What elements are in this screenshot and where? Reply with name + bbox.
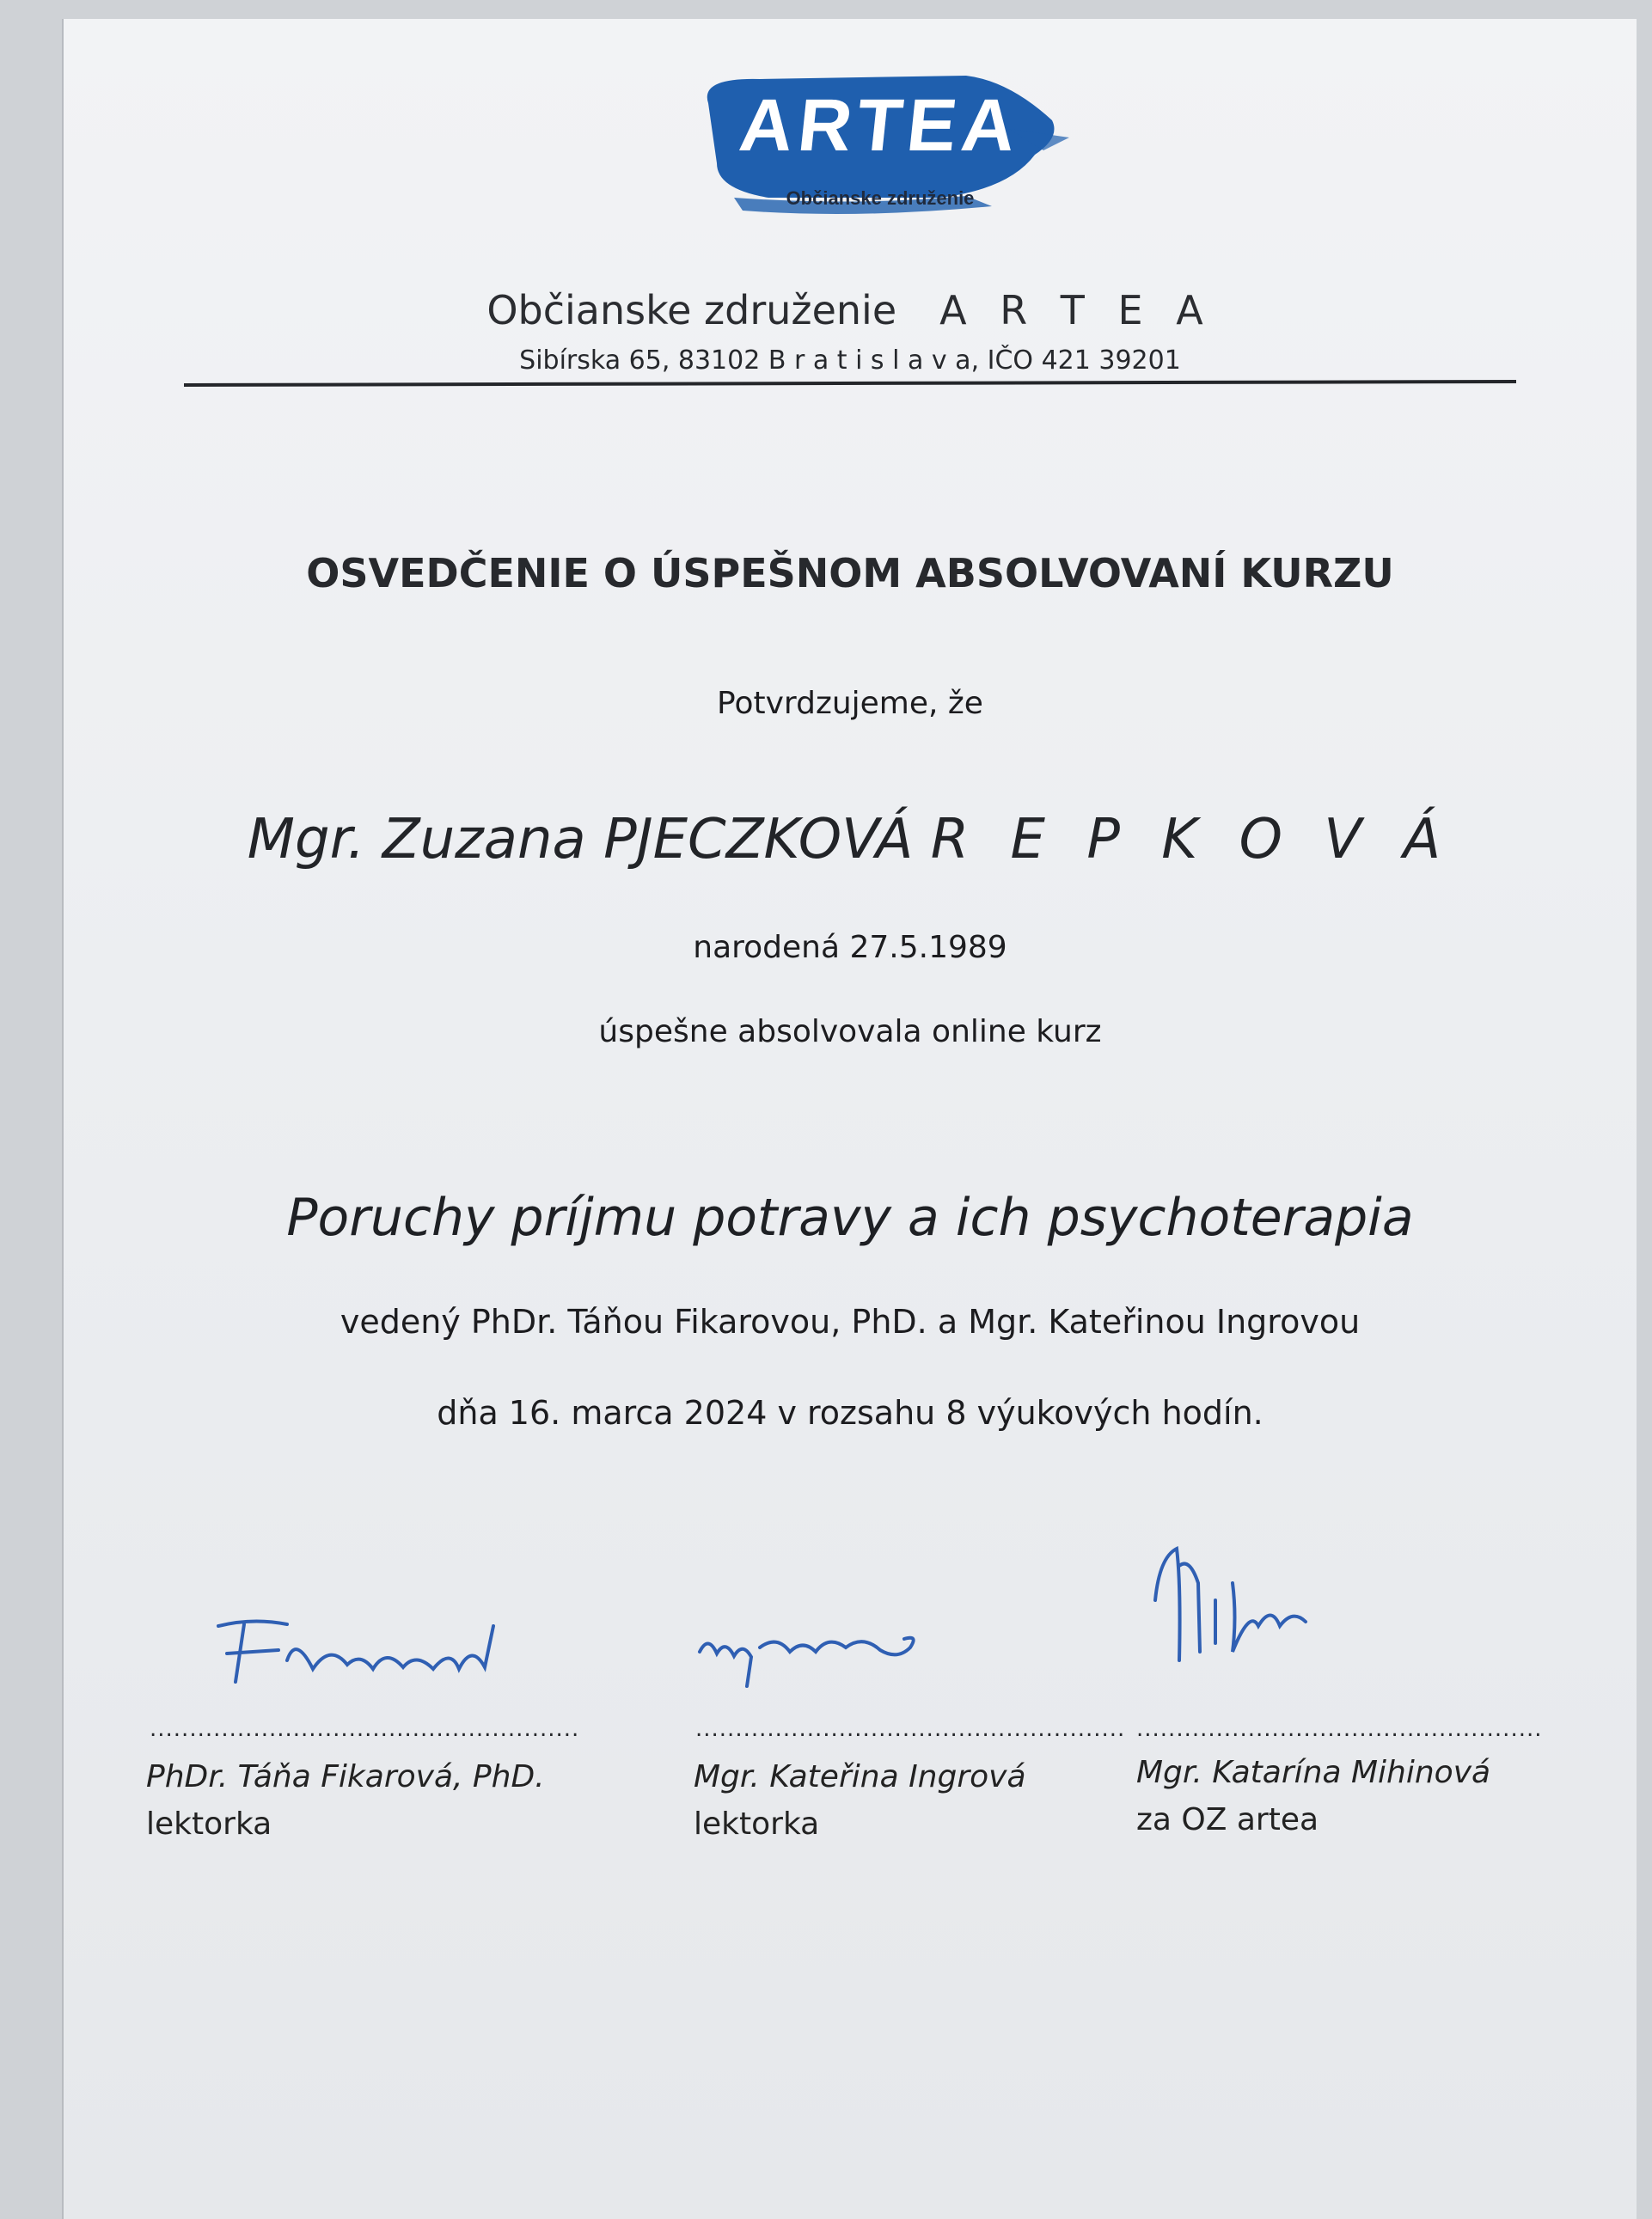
- header-divider: [184, 380, 1516, 387]
- logo-wordmark: ARTEA: [735, 84, 1025, 167]
- logo-subtitle: Občianske združenie: [786, 187, 975, 209]
- handwritten-signature-ingrova: [682, 1600, 958, 1703]
- confirmation-text: Potvrdzujeme, že: [717, 686, 983, 721]
- birth-date-text: narodená 27.5.1989: [693, 930, 1007, 965]
- signature-line: ...................................................: [1136, 1716, 1543, 1742]
- signer-name: Mgr. Katarína Mihinová: [1136, 1755, 1491, 1790]
- organization-address: Sibírska 65, 83102 B r a t i s l a v a, IČO 421 39201: [519, 345, 1181, 376]
- certificate-page: [62, 19, 1637, 2219]
- signature-line: ......................................................: [150, 1716, 580, 1742]
- signer-role: za OZ artea: [1136, 1802, 1319, 1837]
- organization-name: Občianske združenie: [486, 287, 897, 333]
- course-date-scope: dňa 16. marca 2024 v rozsahu 8 výukových hodín.: [437, 1394, 1263, 1432]
- completion-text: úspešne absolvovala online kurz: [598, 1014, 1102, 1049]
- signature-line: ......................................................: [695, 1716, 1126, 1742]
- organization-title: [64, 287, 1637, 333]
- recipient-first-name: Mgr. Zuzana PJECZKOVÁ: [247, 808, 914, 871]
- course-name: Poruchy príjmu potravy a ich psychoterapia: [286, 1188, 1414, 1248]
- organization-brand: A R T E A: [939, 287, 1214, 333]
- signer-name: PhDr. Táňa Fikarová, PhD.: [146, 1759, 545, 1794]
- handwritten-signature-fikarova: [201, 1600, 562, 1703]
- course-lecturers-text: vedený PhDr. Táňou Fikarovou, PhD. a Mgr. Kateřinou Ingrovou: [340, 1303, 1361, 1341]
- recipient-surname: R E P K O V Á: [930, 808, 1453, 871]
- certificate-title: OSVEDČENIE O ÚSPEŠNOM ABSOLVOVANÍ KURZU: [306, 550, 1394, 596]
- recipient-name: [64, 808, 1637, 871]
- signer-role: lektorka: [146, 1806, 272, 1842]
- signer-name: Mgr. Kateřina Ingrová: [694, 1759, 1026, 1794]
- handwritten-signature-mihinova: [1129, 1531, 1387, 1678]
- signer-role: lektorka: [694, 1806, 820, 1842]
